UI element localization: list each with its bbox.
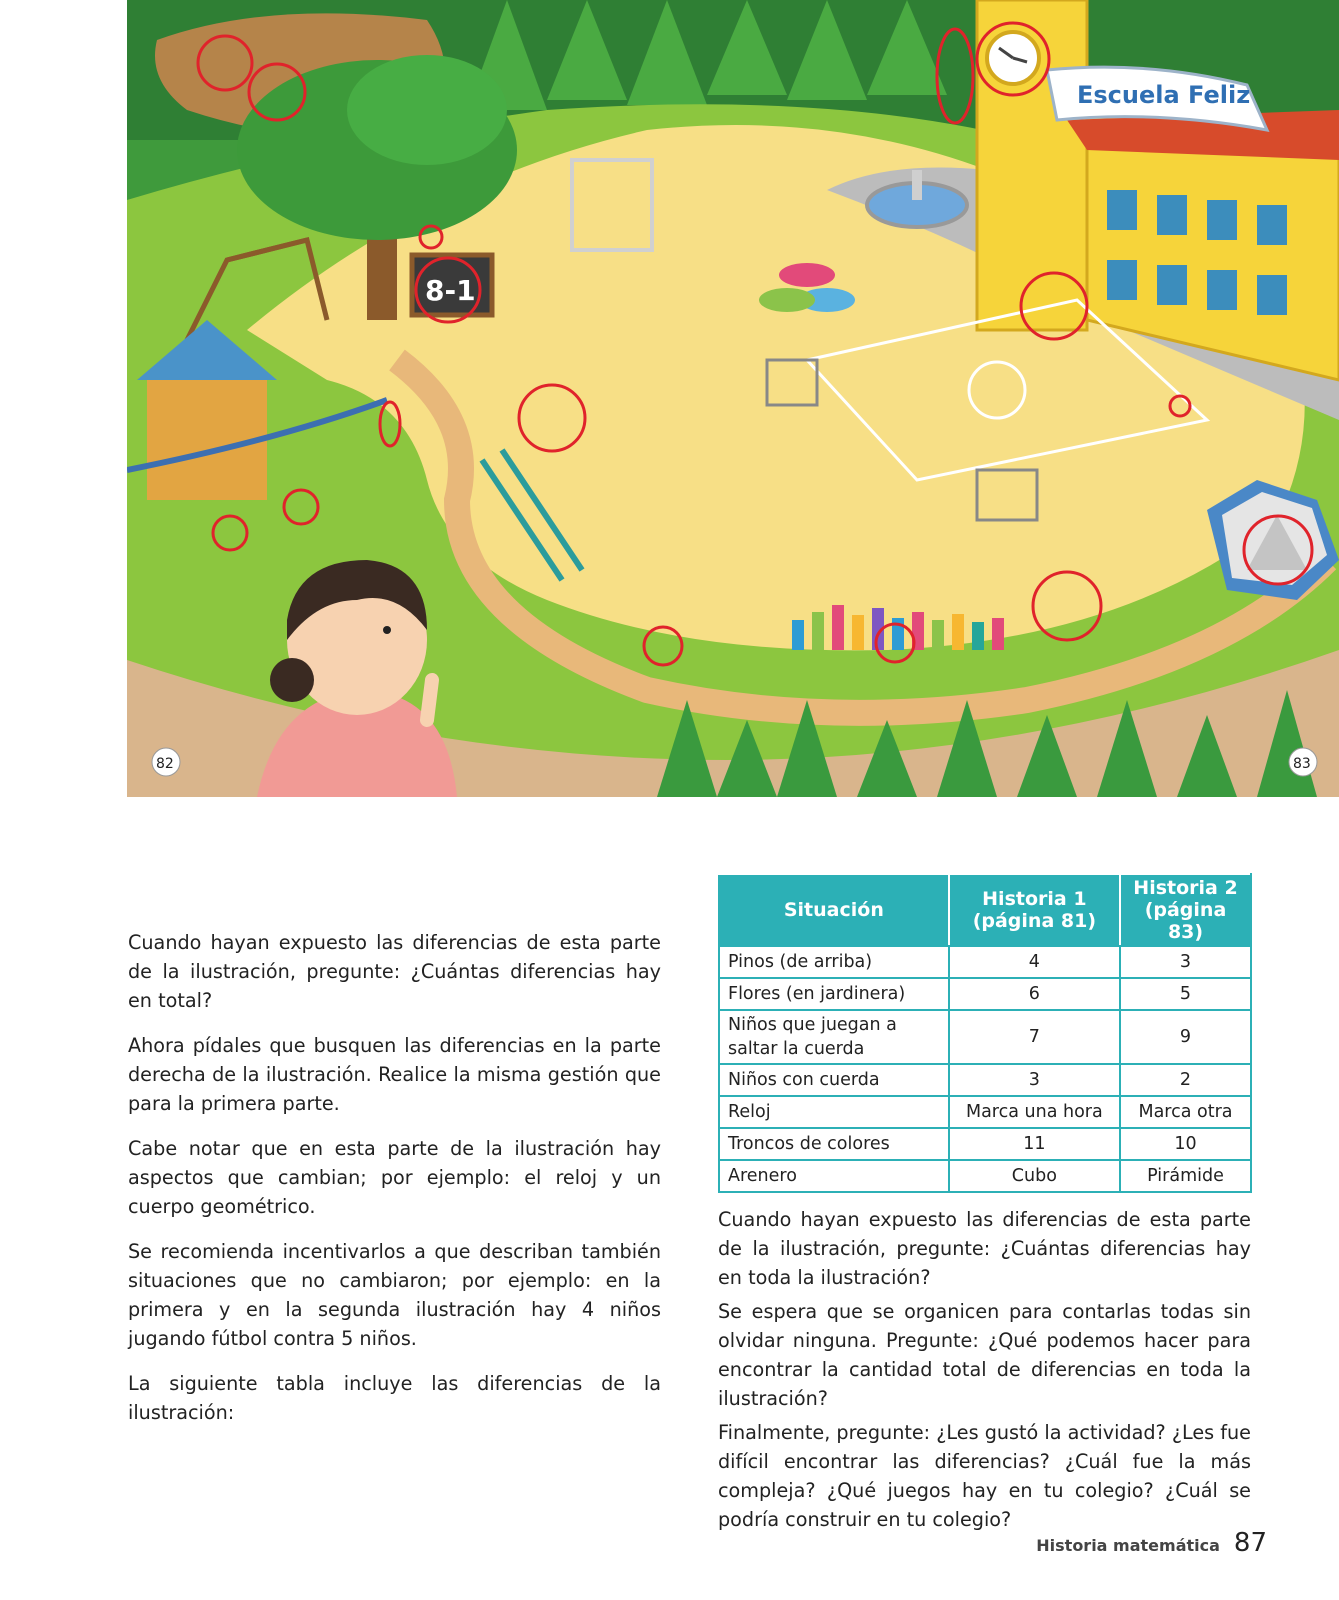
table-cell: Reloj bbox=[719, 1096, 949, 1128]
section-title: Historia matemática bbox=[1036, 1536, 1220, 1555]
table-cell: Marca otra bbox=[1120, 1096, 1251, 1128]
paragraph: Ahora pídales que busquen las diferencias en la parte derecha de la ilustración. Realice la misma gestión que para la primera parte. bbox=[128, 1034, 661, 1115]
differences-table bbox=[718, 873, 1252, 1193]
table-cell: 2 bbox=[1120, 1064, 1251, 1096]
table-row bbox=[719, 978, 1251, 1010]
header-historia-2: Historia 2 (página 83) bbox=[1120, 874, 1251, 946]
school-sign-text: Escuela Feliz bbox=[1077, 81, 1251, 109]
table-cell: Pirámide bbox=[1120, 1160, 1251, 1192]
table-cell: 7 bbox=[949, 1010, 1120, 1064]
table-header-row bbox=[719, 874, 1251, 946]
table-cell: Niños que juegan a saltar la cuerda bbox=[719, 1010, 949, 1064]
blackboard-text: 8-1 bbox=[425, 274, 476, 307]
table-row bbox=[719, 1064, 1251, 1096]
table-cell: 6 bbox=[949, 978, 1120, 1010]
paragraph: Cuando hayan expuesto las diferencias de esta parte de la ilustración, pregunte: ¿Cuántas diferencias hay en total? bbox=[128, 931, 661, 1012]
page-badge-right: 83 bbox=[1293, 756, 1311, 772]
page-footer bbox=[1036, 1528, 1267, 1558]
table-row bbox=[719, 1160, 1251, 1192]
school-playground-illustration bbox=[127, 0, 1339, 797]
paragraph: Cabe notar que en esta parte de la ilustración hay aspectos que cambian; por ejemplo: el reloj y un cuerpo geométrico. bbox=[128, 1137, 661, 1218]
table-cell: 4 bbox=[949, 946, 1120, 978]
table-row bbox=[719, 1128, 1251, 1160]
table-cell: Arenero bbox=[719, 1160, 949, 1192]
table-row bbox=[719, 1010, 1251, 1064]
right-column-text bbox=[718, 1205, 1251, 1539]
table-row bbox=[719, 946, 1251, 978]
table-cell: Marca una hora bbox=[949, 1096, 1120, 1128]
table-cell: 3 bbox=[1120, 946, 1251, 978]
paragraph: Finalmente, pregunte: ¿Les gustó la actividad? ¿Les fue difícil encontrar las diferencias? ¿Cuál fue la más compleja? ¿Qué juegos hay en tu colegio? ¿Cuál se podría construir en tu colegio? bbox=[718, 1421, 1251, 1531]
paragraph: Cuando hayan expuesto las diferencias de esta parte de la ilustración, pregunte: ¿Cuántas diferencias hay en toda la ilustración? bbox=[718, 1208, 1251, 1289]
paragraph: Se recomienda incentivarlos a que describan también situaciones que no cambiaron; por ejemplo: en la primera y en la segunda ilustración hay 4 niños jugando fútbol contra 5 niños. bbox=[128, 1240, 661, 1350]
paragraph: Se espera que se organicen para contarlas todas sin olvidar ninguna. Pregunte: ¿Qué podemos hacer para encontrar la cantidad total de diferencias en toda la ilustración? bbox=[718, 1300, 1251, 1410]
table-cell: Cubo bbox=[949, 1160, 1120, 1192]
header-historia-1: Historia 1 (página 81) bbox=[949, 874, 1120, 946]
table-cell: 11 bbox=[949, 1128, 1120, 1160]
table-cell: Flores (en jardinera) bbox=[719, 978, 949, 1010]
table-row bbox=[719, 1096, 1251, 1128]
table-cell: 3 bbox=[949, 1064, 1120, 1096]
page-badge-left: 82 bbox=[156, 756, 174, 772]
left-column-text bbox=[128, 928, 661, 1443]
table-cell: Troncos de colores bbox=[719, 1128, 949, 1160]
table-cell: 10 bbox=[1120, 1128, 1251, 1160]
header-situacion: Situación bbox=[719, 874, 949, 946]
table-cell: Niños con cuerda bbox=[719, 1064, 949, 1096]
table-cell: Pinos (de arriba) bbox=[719, 946, 949, 978]
page-number: 87 bbox=[1233, 1528, 1267, 1558]
table-cell: 5 bbox=[1120, 978, 1251, 1010]
table-cell: 9 bbox=[1120, 1010, 1251, 1064]
paragraph: La siguiente tabla incluye las diferencias de la ilustración: bbox=[128, 1372, 661, 1424]
